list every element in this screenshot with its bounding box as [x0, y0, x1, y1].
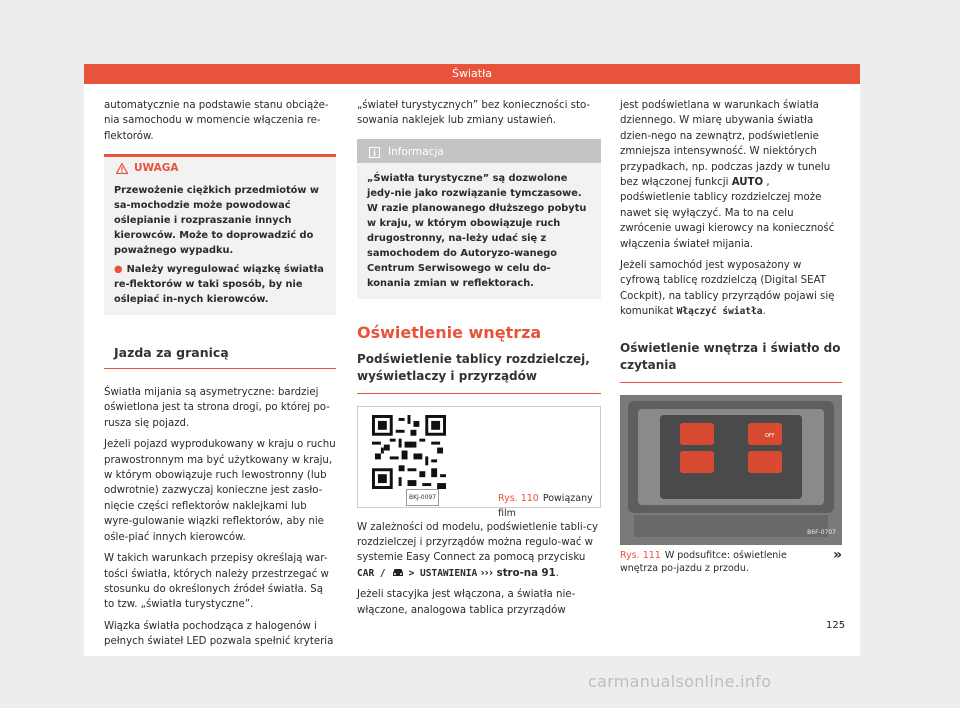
- car-button-label: CAR: [357, 567, 375, 579]
- column-3: [620, 98, 842, 575]
- warning-bullet: ● Należy wyregulować wiązkę światła re-flektorów w taki sposób, by nie oślepiać in-nych kierowców.: [114, 263, 324, 305]
- warning-box: [104, 154, 336, 314]
- warning-title: UWAGA: [134, 162, 179, 175]
- warning-text: Przewożenie ciężkich przedmiotów w sa-mochodzie może powodować oślepianie i rozpraszanie innych kierowców. Może to doprowadzić do poważnego wypadku.: [114, 184, 319, 256]
- figure-code: BKJ-0097: [406, 489, 439, 506]
- column-1: [104, 98, 336, 656]
- warning-icon: [116, 163, 128, 174]
- info-box: [357, 139, 601, 299]
- paragraph: Jeżeli stacyjka jest włączona, a światła nie-włączone, analogowa tablica przyrządów: [357, 589, 576, 616]
- bullet-icon: ●: [114, 263, 123, 275]
- figure-110: [357, 406, 601, 520]
- qr-code[interactable]: [372, 415, 446, 489]
- paragraph: jest podświetlana w warunkach światła dziennego. W miarę ubywania światła dzien-nego na zewnątrz, podświetlenie zmniejsza intensywność. W niektórych przypadkach, np. podczas jazdy w tunelu bez włączonej funkcji AUTO , podświetlenie tablicy rozdzielczej może nawet się wyłączyć. Ma to na celu zwrócenie uwagi kierowcy na konieczność włączenia świateł mijania.: [620, 100, 835, 250]
- dashboard-message: Włączyć światła: [676, 306, 763, 318]
- figure-number: Rys. 111: [620, 549, 661, 561]
- paragraph: Jeżeli pojazd wyprodukowany w kraju o ruchu prawostronnym ma być użytkowany w kraju, w którym obowiązuje ruch lewostronny (lub odwrotnie) zazwyczaj konieczne jest zasło-nięcie części reflektorów naklejkami lub wyre-gulowanie wiązki reflektorów, aby nie ośle-piać innych kierowców.: [104, 439, 336, 543]
- page-number: 125: [826, 620, 846, 631]
- settings-menu-label: > USTAWIENIA: [408, 567, 478, 579]
- paragraph: Światła mijania są asymetryczne: bardziej oświetlona jest ta strona drogi, po której po-rusza się pojazd.: [104, 387, 330, 429]
- subsection-heading: Podświetlenie tablicy rozdzielczej, wyświetlaczy i przyrządów: [357, 351, 601, 394]
- section-heading: Oświetlenie wnętrza i światło do czytania: [620, 340, 842, 383]
- paragraph: Wiązka światła pochodząca z halogenów i pełnych świateł LED pozwala spełnić kryteria: [104, 620, 334, 648]
- info-text: „Światła turystyczne” są dozwolone jedy-nie jako rozwiązanie tymczasowe. W razie planowanego dłuższego pobytu w kraju, w którym obowiązuje ruch drugostronny, na-leży udać się z samochodem do Autoryzo-wanego Centrum Serwisowego w celu do-konania zmian w reflektorach.: [367, 173, 587, 290]
- continue-icon[interactable]: »: [832, 546, 842, 563]
- interior-light-illustration: [620, 395, 842, 545]
- paragraph: „świateł turystycznych” bez konieczności sto-sowania naklejek lub zmiany ustawień.: [357, 100, 591, 127]
- chapter-title: Oświetlenie wnętrza: [357, 323, 542, 343]
- page-reference[interactable]: ››› stro-na 91: [480, 567, 556, 579]
- column-2: [357, 98, 601, 624]
- figure-number: Rys. 110: [498, 492, 539, 504]
- paragraph: Jeżeli samochód jest wyposażony w cyfrową tablicę rozdzielczą (Digital SEAT Cockpit), na tablicy przyrządów pojawi się komunikat Włączyć światła.: [620, 260, 835, 318]
- info-icon: [369, 147, 380, 158]
- figure-caption: Rys. 110 Powiązany film: [498, 492, 593, 520]
- figure-111-photo: [620, 395, 842, 545]
- car-settings-icon: [391, 567, 405, 577]
- figure-code: B6F-0707: [807, 529, 836, 537]
- info-title: Informacja: [388, 145, 444, 158]
- paragraph: automatycznie na podstawie stanu obciąże-nia samochodu w momencie włączenia re-flektorów.: [104, 100, 329, 142]
- auto-function-label: AUTO: [731, 177, 764, 189]
- page-header: Światła: [84, 64, 860, 84]
- section-heading: Jazda za granicą: [104, 345, 336, 369]
- paragraph: W takich warunkach przepisy określają war-tości światła, których należy przestrzegać w stosunku do określonych źródeł światła. Są to tzw. „światła turystyczne”.: [104, 553, 329, 611]
- figure-caption: Rys. 111 W podsufitce: oświetlenie wnętrza po-jazdu z przodu. »: [620, 546, 842, 574]
- paragraph: W zależności od modelu, podświetlenie tabli-cy rozdzielczej i przyrządów można regulo-wać w systemie Easy Connect za pomocą przycisku CAR / > USTAWIENIA ››› stro-na 91.: [357, 521, 599, 579]
- watermark: carmanualsonline.info: [588, 672, 772, 691]
- off-label: OFF: [765, 432, 775, 439]
